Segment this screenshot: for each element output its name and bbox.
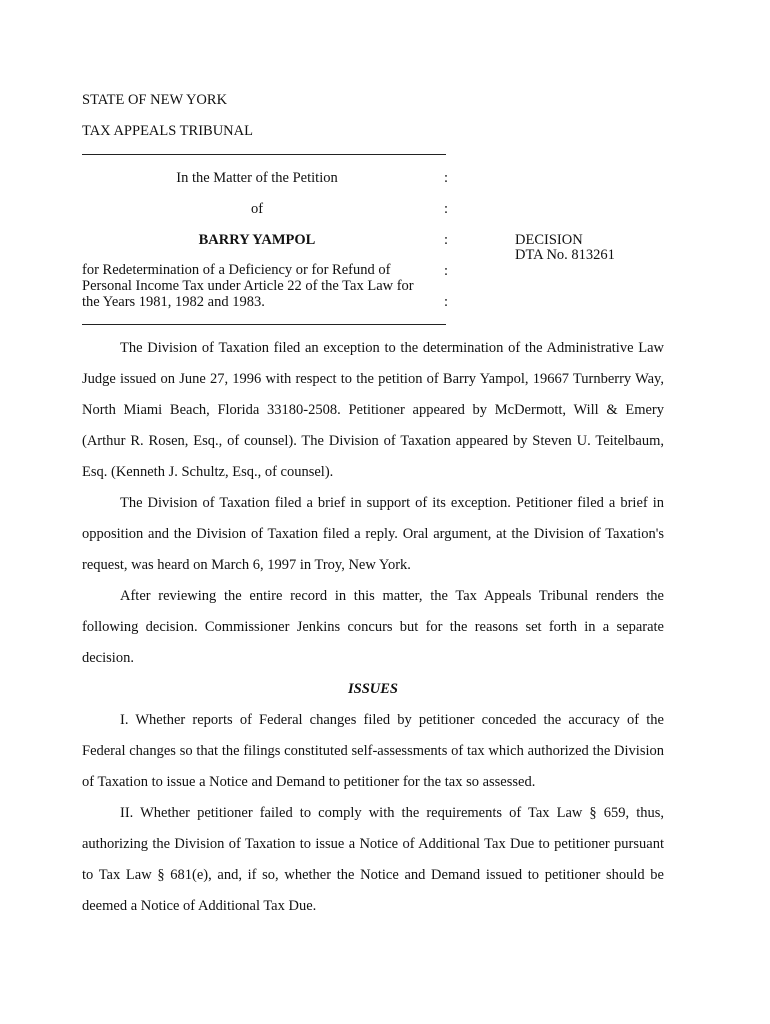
- paragraph: The Division of Taxation filed an exception to the determination of the Administrative Law Judge issued on June 27, 1996 with respect to the petition of Barry Yampol, 19667 Turnberry Way, North Miami Beach, Florida 33180-2508. Petitioner appeared by McDermott, Will & Emery (Arthur R. Rosen, Esq., of counsel). The Division of Taxation appeared by Steven U. Teitelbaum, Esq. (Kenneth J. Schultz, Esq., of counsel).: [82, 340, 664, 480]
- caption-colon: :: [444, 263, 449, 279]
- state-heading: STATE OF NEW YORK: [82, 92, 228, 108]
- petitioner-name: BARRY YAMPOL: [198, 232, 316, 248]
- dta-number: DTA No. 813261: [515, 247, 615, 263]
- caption-colon: :: [444, 232, 449, 248]
- caption-colon: :: [444, 170, 449, 186]
- paragraph: After reviewing the entire record in this matter, the Tax Appeals Tribunal renders the following decision. Commissioner Jenkins concurs but for the reasons set forth in a separate decision.: [82, 588, 664, 666]
- caption-top-rule: [82, 154, 446, 155]
- decision-label: DECISION: [515, 232, 583, 248]
- issue-item: II. Whether petitioner failed to comply with the requirements of Tax Law § 659, thus, authorizing the Division of Taxation to issue a Notice of Additional Tax Due to petitioner pursuant to Tax Law § 681(e), and, if so, whether the Notice and Demand issued to petitioner should be deemed a Notice of Additional Tax Due.: [82, 805, 664, 914]
- caption-bottom-rule: [82, 324, 446, 325]
- caption-matter: In the Matter of the Petition: [176, 170, 338, 186]
- caption-of: of: [250, 201, 264, 217]
- tribunal-heading: TAX APPEALS TRIBUNAL: [82, 123, 253, 139]
- caption-colon: :: [444, 294, 449, 310]
- issues-heading: ISSUES: [348, 681, 398, 697]
- relief-sought: for Redetermination of a Deficiency or for Refund of Personal Income Tax under Article 22 of the Tax Law for the Years 1981, 1982 and 1983.: [82, 262, 414, 310]
- paragraph: The Division of Taxation filed a brief in support of its exception. Petitioner filed a brief in opposition and the Division of Taxation filed a reply. Oral argument, at the Division of Taxation's request, was heard on March 6, 1997 in Troy, New York.: [82, 495, 664, 573]
- caption-colon: :: [444, 201, 449, 217]
- issue-item: I. Whether reports of Federal changes filed by petitioner conceded the accuracy of the Federal changes so that the filings constituted self-assessments of tax which authorized the Division of Taxation to issue a Notice and Demand to petitioner for the tax so assessed.: [82, 712, 664, 790]
